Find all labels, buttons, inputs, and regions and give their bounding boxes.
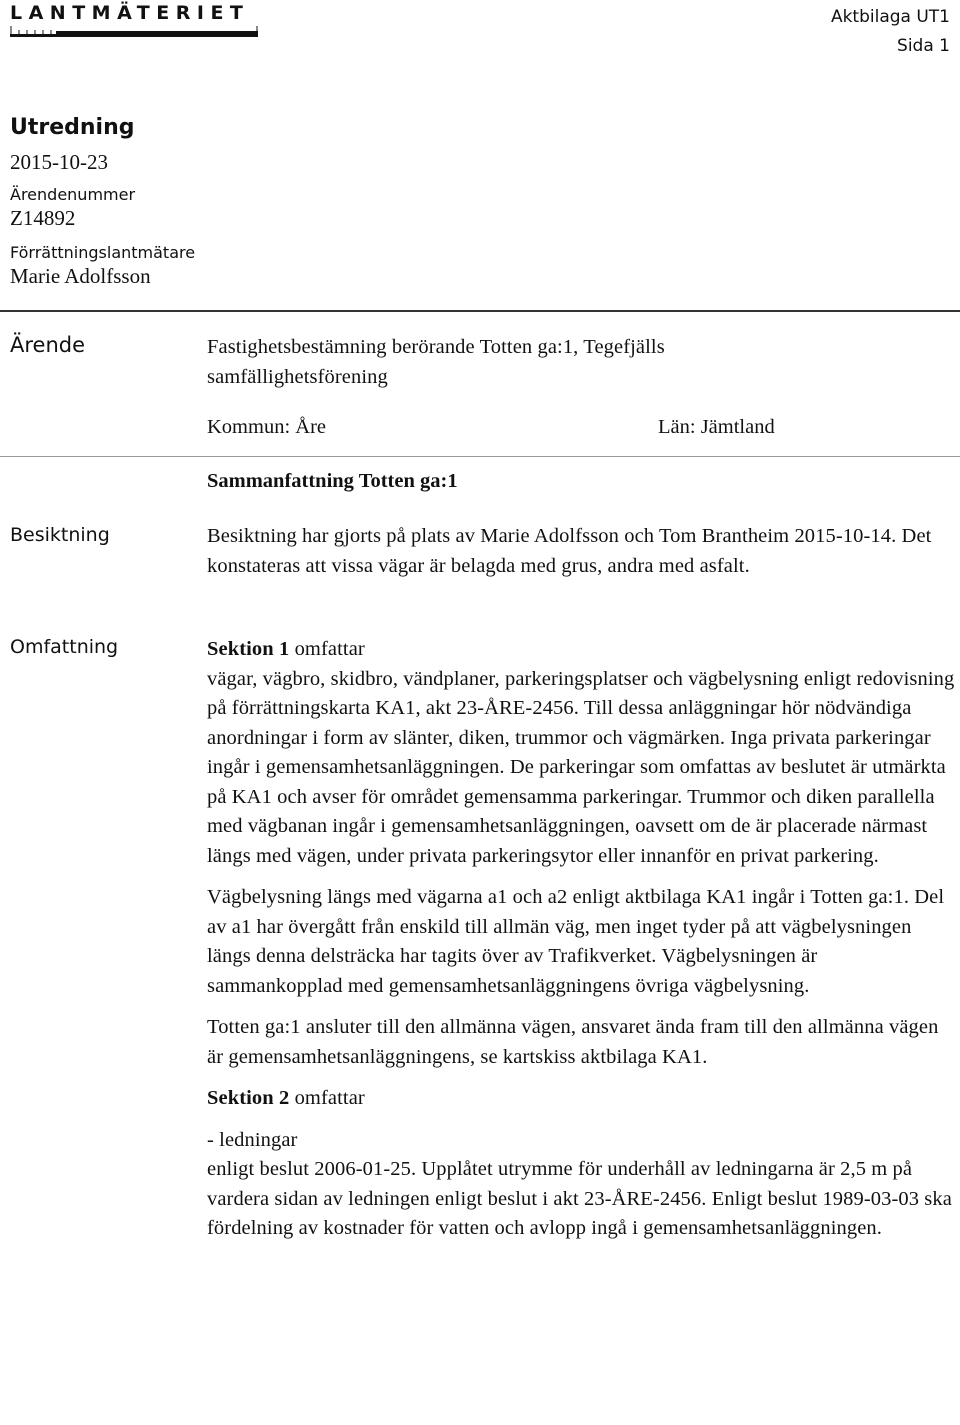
sektion1-paragraph-2: Vägbelysning längs med vägarna a1 och a2 enligt aktbilaga KA1 ingår i Totten ga:1. Del av a1 har övergått från enskild till allmän väg, men inget tyder på att vägbelysningen längs denna delsträcka har tagits över av Trafikverket. Vägbelysningen är sammankopplad med gemensamhetsanläggningens övriga vägbelysning. [207,886,945,997]
sektion2-heading-rest: omfattar [289,1087,365,1109]
arende-description: Fastighetsbestämning berörande Totten ga:1, Tegefjälls samfällighetsförening [207,336,665,388]
page-number: Sida 1 [897,36,950,56]
sektion2-heading [207,1084,955,1114]
arendenummer-label: Ärendenummer [10,185,136,204]
sektion1-paragraph-3: Totten ga:1 ansluter till den allmänna vägen, ansvaret ända fram till den allmänna vägen är gemensamhetsanläggningens, se kartskiss aktbilaga KA1. [207,1016,939,1068]
lantmateriet-logo: LANTMÄTERIET [10,2,250,24]
sektion1-heading-rest: omfattar [289,638,365,660]
arende-label: Ärende [10,333,86,357]
divider [0,310,960,312]
page-info [831,3,950,61]
divider [0,456,960,457]
sektion2-paragraph-1: enligt beslut 2006-01-25. Upplåtet utrymme för underhåll av ledningarna är 2,5 m på vardera sidan av ledningen enligt beslut i akt 23-ÅRE-2456. Enligt beslut 1989-03-03 ska fördelning av kostnader för vatten och avlopp ingå i gemensamhetsanläggningen. [207,1158,952,1239]
arendenummer-value: Z14892 [10,206,76,230]
sektion1-heading [207,635,955,665]
document-title: Utredning [10,115,135,140]
besiktning-text: Besiktning har gjorts på plats av Marie Adolfsson och Tom Brantheim 2015-10-14. Det konstateras att vissa vägar är belagda med grus, andra med asfalt. [207,525,932,577]
sektion2-item: - ledningar [207,1128,298,1151]
lan: Län: Jämtland [658,416,775,438]
sektion1-paragraph-1: vägar, vägbro, skidbro, vändplaner, parkeringsplatser och vägbelysning enligt redovisning på förrättningskarta KA1, akt 23-ÅRE-2456. Till dessa anläggningar hör nödvändiga anordningar i form av slänter, diken, trummor och vägmärken. Inga privata parkeringar ingår i gemensamhetsanläggningen. De parkeringar som omfattas av beslutet är utmärkta på KA1 och avser för området gemensamma parkeringar. Trummor och diken parallella med vägbanan ingår i gemensamhetsanläggningen, oavsett om de är placerade närmast längs med vägen, under privata parkeringsytor eller innanför en privat parkering. [207,667,955,867]
logo-ruler-icon [10,22,258,40]
lantmatare-label: Förrättningslantmätare [10,243,196,262]
kommun: Kommun: Åre [207,416,326,438]
lantmatare-value: Marie Adolfsson [10,264,151,288]
document-date: 2015-10-23 [10,150,108,174]
omfattning-body [207,635,955,1244]
sektion2-heading-bold: Sektion 2 [207,1087,290,1109]
omfattning-label: Omfattning [10,636,119,658]
sektion1-heading-bold: Sektion 1 [207,638,290,660]
summary-heading: Sammanfattning Totten ga:1 [207,470,458,492]
besiktning-section [207,522,955,581]
aktbilaga-label: Aktbilaga UT1 [830,7,950,27]
besiktning-label: Besiktning [10,524,110,546]
arende-text [207,333,955,392]
